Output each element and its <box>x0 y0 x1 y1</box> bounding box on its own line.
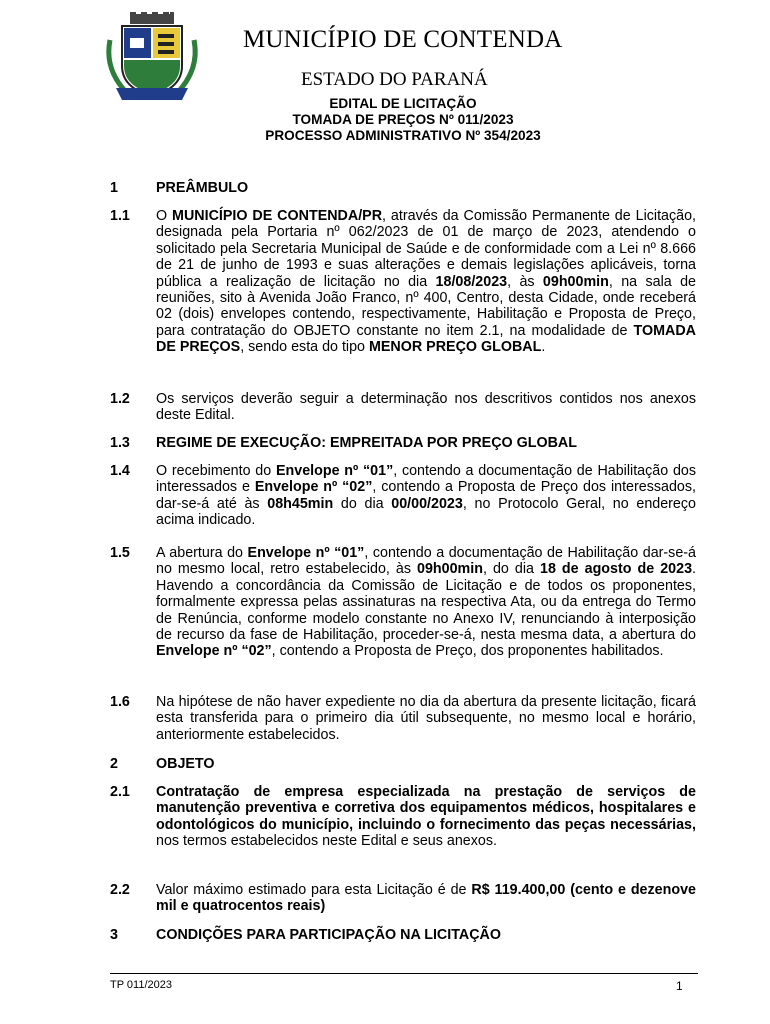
clause-number: 1.1 <box>110 208 130 224</box>
municipal-coat-of-arms-logo <box>100 10 204 106</box>
page-number: 1 <box>676 979 683 993</box>
tomada-precos-title: TOMADA DE PREÇOS Nº 011/2023 <box>292 112 514 127</box>
clause-number: 1.6 <box>110 694 130 710</box>
document-heading <box>0 96 770 144</box>
clause-number: 1.2 <box>110 391 130 407</box>
section-title-objeto: OBJETO <box>156 756 215 772</box>
clause-number: 1.5 <box>110 545 130 561</box>
clause-number: 2.2 <box>110 882 130 898</box>
edital-title: EDITAL DE LICITAÇÃO <box>329 96 477 111</box>
clause-number: 2.1 <box>110 784 130 800</box>
section-title-condicoes: CONDIÇÕES PARA PARTICIPAÇÃO NA LICITAÇÃO <box>156 927 501 943</box>
clause-1-5-text: A abertura do Envelope nº “01”, contendo a documentação de Habilitação dar-se-á no mesmo local, retro estabelecido, às 09h00min, do dia 18 de agosto de 2023. Havendo a concordância da Comissão de Licitação e de todos os proponentes, formalmente expressa pelas assinaturas na respectiva Ata, ou da entrega do Termo de Renúncia, conforme modelo constante no Anexo IV, renunciando à interposição de recurso da fase de Habilitação, proceder-se-á, nesta mesma data, a abertura do Envelope nº “02”, contendo a Proposta de Preço, dos proponentes habilitados. <box>156 545 696 660</box>
footer-divider <box>110 973 698 974</box>
section-number: 3 <box>110 927 118 943</box>
clause-2-1-text: Contratação de empresa especializada na prestação de serviços de manutenção preventiva e corretiva dos equipamentos médicos, hospitalares e odontológicos do município, incluindo o fornecimento das peças necessárias, nos termos estabelecidos neste Edital e seus anexos. <box>156 784 696 850</box>
municipality-title: MUNICÍPIO DE CONTENDA <box>243 26 563 53</box>
processo-title: PROCESSO ADMINISTRATIVO Nº 354/2023 <box>265 128 541 143</box>
clause-2-2-text: Valor máximo estimado para esta Licitação é de R$ 119.400,00 (cento e dezenove mil e quatrocentos reais) <box>156 882 696 915</box>
footer-document-code: TP 011/2023 <box>110 979 172 991</box>
section-title-preambulo: PREÂMBULO <box>156 180 249 196</box>
state-subtitle: ESTADO DO PARANÁ <box>301 69 488 90</box>
clause-1-6-text: Na hipótese de não haver expediente no dia da abertura da presente licitação, ficará esta transferida para o primeiro dia útil subsequente, no mesmo local e horário, anteriormente estabelecidos. <box>156 694 696 743</box>
section-number: 1 <box>110 180 118 196</box>
clause-1-3-title: REGIME DE EXECUÇÃO: EMPREITADA POR PREÇO GLOBAL <box>156 435 577 451</box>
clause-number: 1.4 <box>110 463 130 479</box>
clause-number: 1.3 <box>110 435 130 451</box>
clause-1-2-text: Os serviços deverão seguir a determinação nos descritivos contidos nos anexos deste Edital. <box>156 391 696 424</box>
clause-1-1-text: O MUNICÍPIO DE CONTENDA/PR, através da Comissão Permanente de Licitação, designada pela Portaria nº 062/2023 de 01 de março de 2023, atendendo o solicitado pela Secretaria Municipal de Saúde e de conformidade com a Lei nº 8.666 de 21 de junho de 1993 e suas alterações e demais legislações aplicáveis, torna pública a realização de licitação no dia 18/08/2023, às 09h00min, na sala de reuniões, sito à Avenida João Franco, nº 400, Centro, desta Cidade, onde receberá 02 (dois) envelopes contendo, respectivamente, Habilitação e Proposta de Preço, para contratação do OBJETO constante no item 2.1, na modalidade de TOMADA DE PREÇOS, sendo esta do tipo MENOR PREÇO GLOBAL. <box>156 208 697 356</box>
clause-1-4-text: O recebimento do Envelope nº “01”, contendo a documentação de Habilitação dos interessados e Envelope nº “02”, contendo a Proposta de Preço dos interessados, dar-se-á até às 08h45min do dia 00/00/2023, no Protocolo Geral, no endereço acima indicado. <box>156 463 696 529</box>
section-number: 2 <box>110 756 118 772</box>
